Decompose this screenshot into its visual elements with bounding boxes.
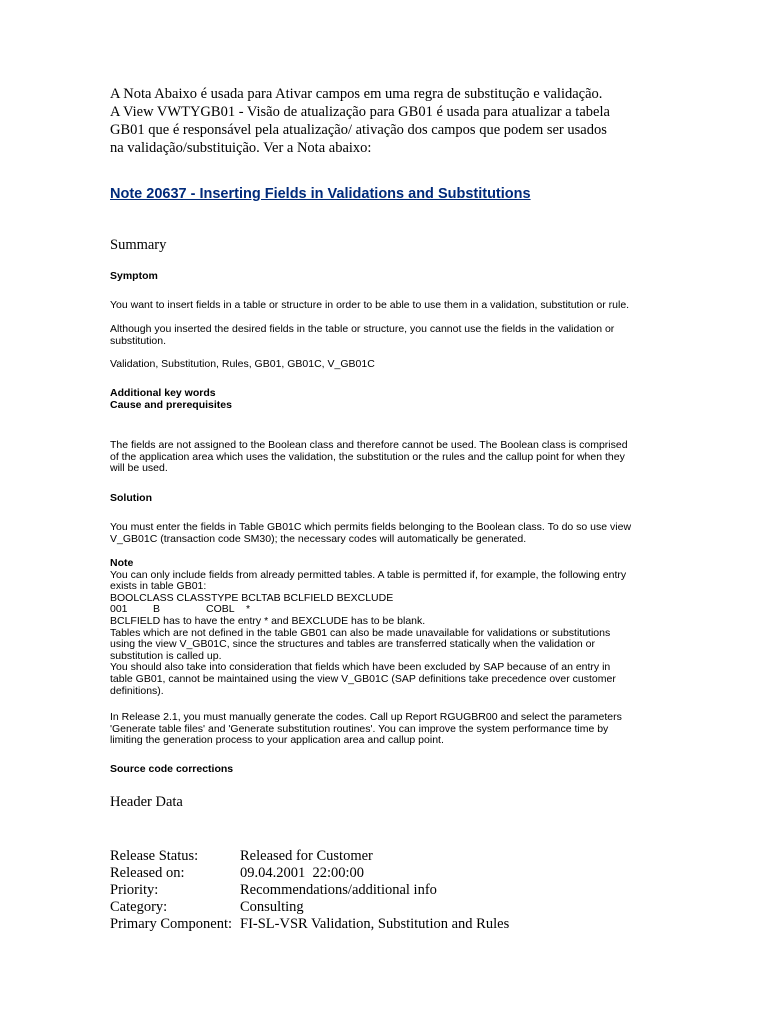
text-line: Although you inserted the desired fields in the table or structure, you cannot use the fields in the validation or — [110, 323, 615, 335]
header-data-row — [110, 916, 509, 933]
text-line: In Release 2.1, you must manually generate the codes. Call up Report RGUGBR00 and select the parameters — [110, 711, 622, 723]
symptom-heading: Symptom — [110, 270, 158, 282]
text-line: BCLFIELD has to have the entry * and BEXCLUDE has to be blank. — [110, 614, 426, 627]
header-data-table — [110, 848, 509, 933]
text-line: definitions). — [110, 684, 164, 697]
text-line: You want to insert fields in a table or structure in order to be able to use them in a validation, substitution or rule. — [110, 299, 630, 311]
intro-line: GB01 que é responsável pela atualização/ ativação dos campos que podem ser usados — [110, 122, 607, 138]
symptom-paragraph-2 — [110, 324, 670, 347]
summary-heading: Summary — [110, 237, 167, 253]
text-line: of the application area which uses the validation, the substitution or the rules and the callup point for when they — [110, 450, 625, 463]
text-line: exists in table GB01: — [110, 580, 207, 593]
row-key: Category: — [110, 899, 168, 915]
header-data-row — [110, 848, 509, 865]
source-code-heading: Source code corrections — [110, 763, 234, 775]
table-header-line: BOOLCLASS CLASSTYPE BCLTAB BCLFIELD BEXCLUDE — [110, 591, 394, 604]
text-line: using the view V_GB01C, since the structures and tables are transferred statically when the validation or — [110, 638, 596, 651]
text-line: You should also take into consideration that fields which have been excluded by SAP because of an entry in — [110, 661, 611, 674]
intro-line: A View VWTYGB01 - Visão de atualização para GB01 é usada para atualizar a tabela — [110, 104, 610, 120]
header-data-row — [110, 899, 509, 916]
symptom-paragraph-1 — [110, 300, 670, 312]
row-value: Consulting — [240, 899, 304, 915]
row-key: Primary Component: — [110, 916, 233, 932]
text-line: Validation, Substitution, Rules, GB01, GB01C, V_GB01C — [110, 358, 375, 370]
header-data-title: Header Data — [110, 794, 183, 810]
text-line: will be used. — [110, 462, 168, 475]
additional-key-words-heading: Additional key words — [110, 387, 216, 399]
text-line: V_GB01C (transaction code SM30); the necessary codes will automatically be generated. — [110, 532, 527, 545]
release-paragraph — [110, 712, 670, 747]
row-value: 09.04.2001 22:00:00 — [240, 865, 365, 881]
intro-paragraph — [110, 85, 670, 157]
header-data-row — [110, 865, 509, 882]
symptom-keywords — [110, 359, 670, 371]
row-key: Priority: — [110, 882, 159, 898]
note-section — [110, 558, 670, 697]
solution-paragraph — [110, 522, 670, 545]
keywords-section — [110, 388, 670, 411]
row-key: Released on: — [110, 865, 185, 881]
text-line: The fields are not assigned to the Boolean class and therefore cannot be used. The Boolean class is comprised — [110, 439, 628, 451]
text-line: Tables which are not defined in the table GB01 can also be made unavailable for validations or substitutions — [110, 626, 611, 639]
intro-line: na validação/substituição. Ver a Nota abaixo: — [110, 140, 372, 156]
row-value: FI-SL-VSR Validation, Substitution and Rules — [240, 916, 510, 932]
table-cell: * — [246, 603, 251, 616]
intro-line: A Nota Abaixo é usada para Ativar campos em uma regra de substitução e validação. — [110, 86, 603, 102]
table-cell: COBL — [206, 603, 235, 616]
row-value: Recommendations/additional info — [240, 882, 437, 898]
header-data-row — [110, 882, 509, 899]
table-cell: B — [153, 603, 161, 616]
text-line: You can only include fields from already permitted tables. A table is permitted if, for example, the following entry — [110, 568, 627, 581]
solution-heading: Solution — [110, 492, 152, 504]
row-key: Release Status: — [110, 848, 199, 864]
text-line: You must enter the fields in Table GB01C which permits fields belonging to the Boolean class. To do so use view — [110, 521, 632, 533]
table-cell: 001 — [110, 603, 128, 616]
note-title-link[interactable]: Note 20637 - Inserting Fields in Validations and Substitutions — [110, 186, 531, 202]
text-line: limiting the generation process to your application area and callup point. — [110, 734, 444, 747]
row-value: Released for Customer — [240, 848, 373, 864]
text-line: 'Generate table files' and 'Generate substitution routines'. You can improve the system performance time by — [110, 722, 609, 735]
note-heading: Note — [110, 557, 134, 569]
text-line: substitution. — [110, 334, 167, 347]
cause-heading: Cause and prerequisites — [110, 398, 232, 411]
text-line: table GB01, cannot be maintained using the view V_GB01C (SAP definitions take precedence over customer — [110, 672, 616, 685]
cause-paragraph — [110, 440, 670, 475]
text-line: substitution is called up. — [110, 649, 222, 662]
